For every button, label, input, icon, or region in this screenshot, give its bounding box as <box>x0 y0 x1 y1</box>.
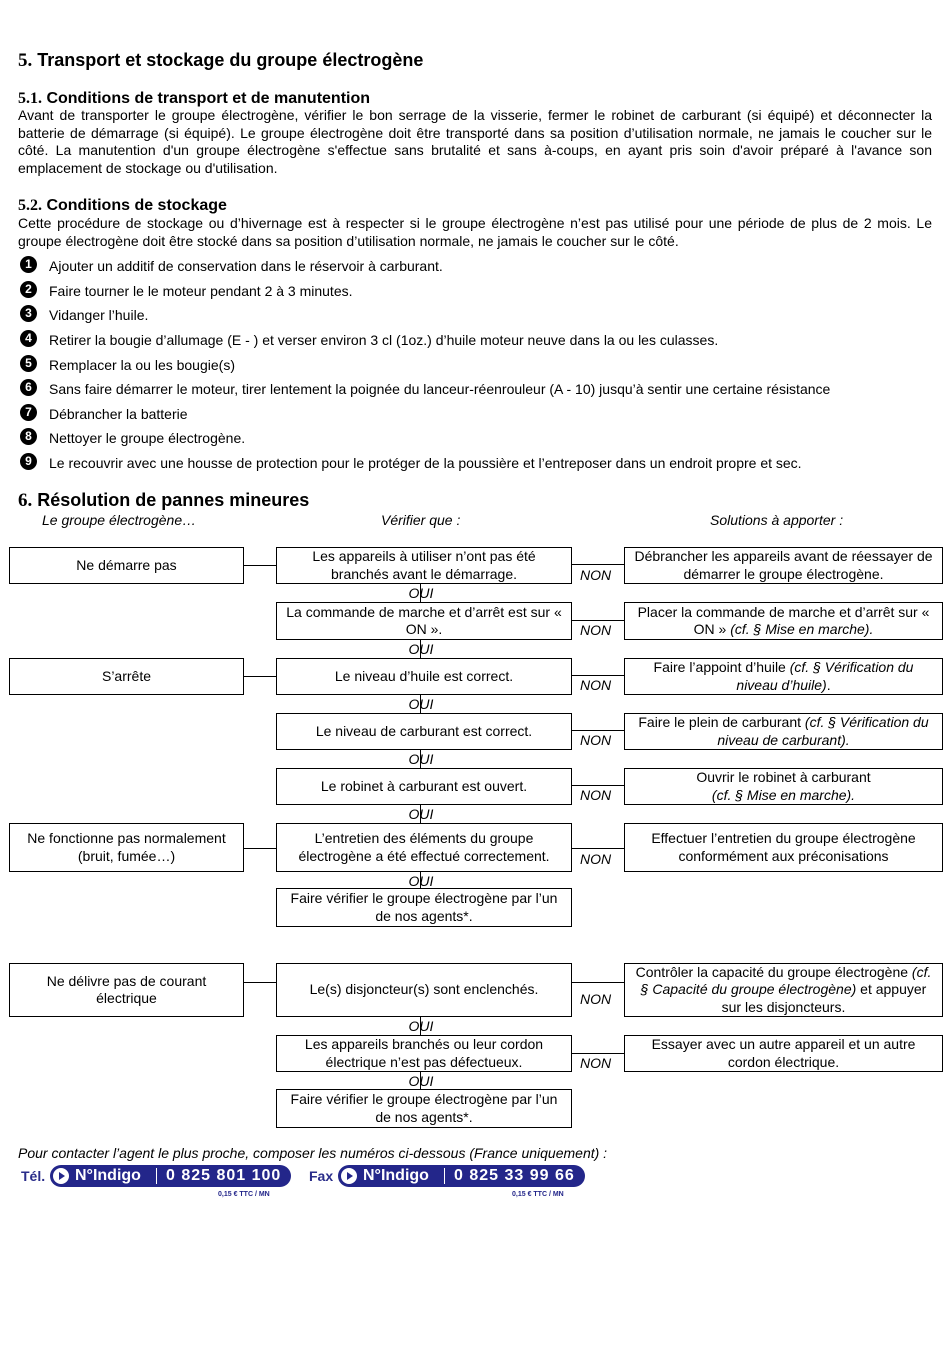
connector-line <box>243 848 276 849</box>
storage-step <box>20 404 940 424</box>
solution-tail-text: et appuyer sur les disjoncteurs. <box>721 981 927 1015</box>
solution-box <box>624 963 943 1017</box>
step-text: Sans faire démarrer le moteur, tirer lentement la poignée du lanceur-réenrouleur (A - 10) jusqu’à sentir une certaine résistance <box>49 381 831 397</box>
connector-line <box>571 564 624 565</box>
storage-step <box>20 453 940 473</box>
tel-label: Tél. <box>21 1168 46 1184</box>
solution-main-text: Placer la commande de marche et d’arrêt sur « ON » <box>637 603 930 637</box>
yes-label: OUI <box>408 585 434 601</box>
check-box: Le niveau d’huile est correct. <box>276 658 572 695</box>
check-box: Les appareils à utiliser n’ont pas été branchés avant le démarrage. <box>276 547 572 584</box>
solution-box <box>624 823 943 872</box>
connector-line <box>571 730 624 731</box>
connector-line <box>571 1053 624 1054</box>
subsection-number: 5.2. <box>18 197 42 214</box>
solution-reference: (cf. § Mise en marche). <box>711 786 856 803</box>
no-label: NON <box>580 851 612 867</box>
solution-main-text: Débrancher les appareils avant de réessayer de démarrer le groupe électrogène. <box>634 548 933 582</box>
section-title: Transport et stockage du groupe électrogène <box>37 50 424 70</box>
indigo-brand: N°Indigo <box>75 1167 141 1184</box>
play-icon <box>53 1168 69 1184</box>
subsection-title: Conditions de stockage <box>46 197 227 214</box>
solution-box <box>624 658 943 695</box>
storage-step <box>20 379 940 399</box>
solution-main-text: Essayer avec un autre appareil et un autre cordon électrique. <box>651 1036 916 1070</box>
indigo-brand: N°Indigo <box>363 1167 429 1184</box>
column-header-symptom: Le groupe électrogène… <box>42 512 197 528</box>
section-6-heading <box>18 490 309 512</box>
connector-line <box>243 676 276 677</box>
fax-tariff: 0,15 € TTC / MN <box>512 1191 564 1198</box>
solution-main-text: Faire le plein de carburant <box>638 714 805 730</box>
solution-text <box>631 659 936 694</box>
solution-reference: (cf. § Capacité du groupe électrogène) <box>640 963 932 998</box>
play-icon <box>341 1168 357 1184</box>
connector-line <box>571 848 624 849</box>
no-label: NON <box>580 991 612 1007</box>
symptom-box: Ne démarre pas <box>9 547 244 584</box>
section-title: Résolution de pannes mineures <box>37 490 310 510</box>
solution-main-text: Ouvrir le robinet à carburant <box>696 769 871 785</box>
step-text: Nettoyer le groupe électrogène. <box>49 430 246 446</box>
solution-box <box>624 768 943 805</box>
connector-line <box>243 565 276 566</box>
solution-text <box>631 714 936 749</box>
agent-check-box: Faire vérifier le groupe électrogène par l’un de nos agents*. <box>276 1089 572 1128</box>
step-number-badge: 2 <box>20 281 37 298</box>
subsection-title: Conditions de transport et de manutention <box>46 90 371 107</box>
no-label: NON <box>580 567 612 583</box>
step-number-badge: 7 <box>20 404 37 421</box>
subsection-5-2-heading <box>18 197 227 215</box>
solution-main-text: Faire l’appoint d’huile <box>653 659 790 675</box>
check-box: L’entretien des éléments du groupe électrogène a été effectué correctement. <box>276 823 572 872</box>
solution-text <box>631 548 936 583</box>
step-number-badge: 5 <box>20 355 37 372</box>
solution-text <box>696 769 870 804</box>
column-header-check: Vérifier que : <box>381 512 461 528</box>
subsection-number: 5.1. <box>18 90 42 107</box>
storage-paragraph: Cette procédure de stockage ou d’hivernage est à respecter si le groupe électrogène n’est pas utilisé pour une période de plus de 2 mois. Le groupe électrogène doit être stocké dans sa position d’utilisation normale, ne jamais le coucher sur le côté. <box>18 215 932 249</box>
solution-box <box>624 1035 943 1072</box>
contact-text: Pour contacter l’agent le plus proche, composer les numéros ci-dessous (France uniquement) : <box>18 1145 608 1161</box>
no-label: NON <box>580 732 612 748</box>
storage-step <box>20 281 940 301</box>
solution-box <box>624 547 943 584</box>
fax-number: 0 825 33 99 66 <box>454 1167 575 1184</box>
check-box: La commande de marche et d’arrêt est sur « ON ». <box>276 602 572 640</box>
yes-label: OUI <box>408 751 434 767</box>
solution-text <box>631 964 936 1017</box>
yes-label: OUI <box>408 873 434 889</box>
subsection-5-1-heading <box>18 90 370 108</box>
no-label: NON <box>580 677 612 693</box>
solution-text <box>631 830 936 865</box>
yes-label: OUI <box>408 806 434 822</box>
connector-line <box>571 620 624 621</box>
section-number: 6. <box>18 490 33 511</box>
check-box: Les appareils branchés ou leur cordon électrique n’est pas défectueux. <box>276 1035 572 1072</box>
section-number: 5. <box>18 50 33 71</box>
solution-reference: (cf. § Mise en marche). <box>730 621 874 637</box>
yes-label: OUI <box>408 1073 434 1089</box>
solution-main-text: Contrôler la capacité du groupe électrogène <box>635 963 912 980</box>
step-number-badge: 6 <box>20 379 37 396</box>
no-label: NON <box>580 1055 612 1071</box>
step-text: Le recouvrir avec une housse de protection pour le protéger de la poussière et l’entreposer dans un endroit propre et sec. <box>49 455 802 471</box>
tel-tariff: 0,15 € TTC / MN <box>218 1191 270 1198</box>
storage-step <box>20 305 940 325</box>
yes-label: OUI <box>408 696 434 712</box>
step-text: Faire tourner le le moteur pendant 2 à 3 minutes. <box>49 283 353 299</box>
no-label: NON <box>580 622 612 638</box>
tel-indigo-badge <box>50 1165 291 1187</box>
step-number-badge: 9 <box>20 453 37 470</box>
tel-number: 0 825 801 100 <box>166 1167 282 1184</box>
storage-step <box>20 428 940 448</box>
fax-label: Fax <box>309 1168 334 1184</box>
step-text: Vidanger l’huile. <box>49 307 149 323</box>
step-text: Remplacer la ou les bougie(s) <box>49 357 235 373</box>
connector-line <box>571 785 624 786</box>
yes-label: OUI <box>408 1018 434 1034</box>
step-number-badge: 3 <box>20 305 37 322</box>
solution-reference: (cf. § Vérification du niveau d’huile) <box>736 659 914 693</box>
solution-box <box>624 602 943 640</box>
step-number-badge: 8 <box>20 428 37 445</box>
connector-line <box>243 982 276 983</box>
column-header-solution: Solutions à apporter : <box>710 512 844 528</box>
storage-step <box>20 330 940 350</box>
step-number-badge: 1 <box>20 256 37 273</box>
check-box: Le niveau de carburant est correct. <box>276 713 572 750</box>
step-text: Ajouter un additif de conservation dans le réservoir à carburant. <box>49 258 443 274</box>
symptom-box: S’arrête <box>9 658 244 695</box>
fax-indigo-badge <box>338 1165 585 1187</box>
symptom-box: Ne délivre pas de courant électrique <box>9 963 244 1017</box>
yes-label: OUI <box>408 641 434 657</box>
badge-divider <box>444 1168 445 1184</box>
step-text: Retirer la bougie d’allumage (E - ) et verser environ 3 cl (1oz.) d’huile moteur neuve dans la ou les culasses. <box>49 332 719 348</box>
check-box: Le robinet à carburant est ouvert. <box>276 768 572 805</box>
check-box: Le(s) disjoncteur(s) sont enclenchés. <box>276 963 572 1017</box>
storage-step <box>20 355 940 375</box>
connector-line <box>571 982 624 983</box>
transport-paragraph: Avant de transporter le groupe électrogène, vérifier le bon serrage de la visserie, fermer le robinet de carburant (si équipé) et déconnecter la batterie de démarrage (si équipé). Le groupe électrogène doit être transporté dans sa position d’utilisation normale, ne jamais le coucher sur le côté. La manutention d'un groupe électrogène s'effectue sans brutalité et sans à-coups, en ayant pris soin d'avoir préparé à l'avance son emplacement de stockage ou d'utilisation. <box>18 107 932 176</box>
symptom-box: Ne fonctionne pas normalement (bruit, fumée…) <box>9 823 244 872</box>
storage-step <box>20 256 940 276</box>
step-text: Débrancher la batterie <box>49 406 188 422</box>
solution-box <box>624 713 943 750</box>
no-label: NON <box>580 787 612 803</box>
solution-main-text: Effectuer l’entretien du groupe électrogène conformément aux préconisations <box>651 830 916 864</box>
solution-text <box>631 1036 936 1071</box>
agent-check-box: Faire vérifier le groupe électrogène par l’un de nos agents*. <box>276 888 572 927</box>
solution-text <box>631 604 936 639</box>
step-number-badge: 4 <box>20 330 37 347</box>
badge-divider <box>156 1168 157 1184</box>
section-5-heading <box>18 50 423 72</box>
connector-line <box>571 675 624 676</box>
solution-tail-text: . <box>826 676 831 693</box>
solution-reference: (cf. § Vérification du niveau de carburant). <box>717 714 929 748</box>
